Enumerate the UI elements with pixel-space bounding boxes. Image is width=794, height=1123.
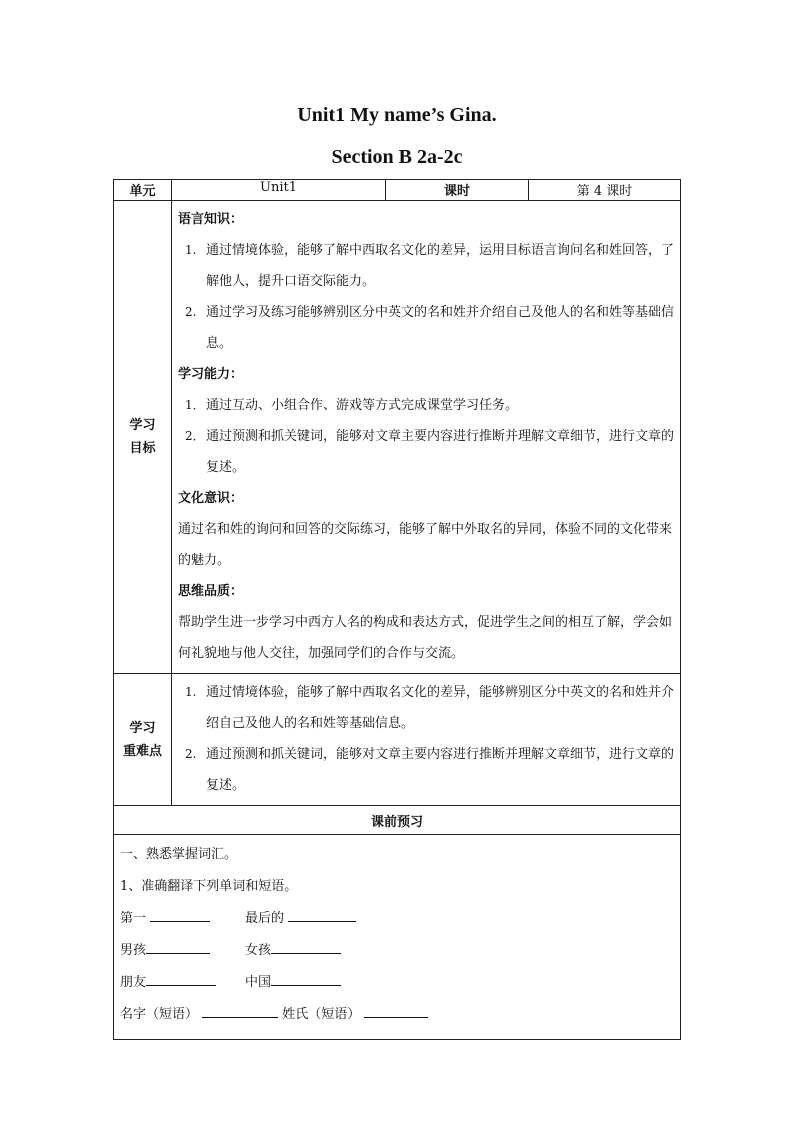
list-item: 1. 通过情境体验，能够了解中西取名文化的差异，运用目标语言询问名和姓回答，了解他人，提升口语交际能力。 bbox=[185, 243, 675, 289]
objectives-row bbox=[114, 201, 681, 674]
preview-heading: 一、熟悉掌握词汇。 bbox=[120, 847, 238, 862]
list-item: 1．通过互动、小组合作、游戏等方式完成课堂学习任务。 bbox=[185, 398, 519, 413]
list-item: 2. 通过预测和抓关键词，能够对文章主要内容进行推断并理解文章细节，进行文章的复述。 bbox=[185, 747, 675, 793]
objectives-label: 学习 目标 bbox=[114, 201, 172, 674]
key-points-label: 学习 重难点 bbox=[114, 674, 172, 806]
lesson-plan-table bbox=[113, 179, 681, 1040]
objectives-content bbox=[172, 201, 681, 674]
vocab-term: 最后的 bbox=[245, 911, 285, 926]
answer-blank[interactable] bbox=[288, 907, 356, 922]
thinking-text: 帮助学生进一步学习中西方人名的构成和表达方式，促进学生之间的相互了解，学会如何礼貌地与他人交往，加强同学们的合作与交流。 bbox=[178, 615, 673, 661]
key-points-content bbox=[172, 674, 681, 806]
vocab-term: 名字（短语） bbox=[120, 1007, 199, 1022]
vocab-term: 男孩 bbox=[120, 943, 147, 958]
answer-blank[interactable] bbox=[271, 971, 341, 986]
preview-title-row bbox=[114, 806, 681, 835]
document-title: Unit1 My name’s Gina. bbox=[297, 104, 497, 126]
document-subtitle: Section B 2a-2c bbox=[331, 146, 463, 168]
preview-instruction: 1、准确翻译下列单词和短语。 bbox=[120, 879, 298, 894]
header-row bbox=[114, 180, 681, 201]
key-points-row bbox=[114, 674, 681, 806]
answer-blank[interactable] bbox=[146, 939, 210, 954]
vocab-term: 女孩 bbox=[245, 943, 272, 958]
vocab-term: 朋友 bbox=[120, 975, 147, 990]
vocab-row bbox=[120, 999, 674, 1031]
answer-blank[interactable] bbox=[146, 971, 216, 986]
answer-blank[interactable] bbox=[364, 1003, 428, 1018]
culture-heading: 文化意识： bbox=[178, 491, 244, 506]
vocab-term: 姓氏（短语） bbox=[282, 1007, 361, 1022]
culture-text: 通过名和姓的询问和回答的交际练习，能够了解中外取名的异同，体验不同的文化带来的魅力。 bbox=[178, 522, 673, 568]
ability-heading: 学习能力： bbox=[178, 367, 244, 382]
vocab-row bbox=[120, 935, 674, 967]
answer-blank[interactable] bbox=[150, 907, 210, 922]
preview-content bbox=[114, 835, 681, 1040]
preview-row bbox=[114, 835, 681, 1040]
period-value: 第 4 课时 bbox=[529, 180, 681, 201]
preview-title: 课前预习 bbox=[114, 806, 681, 835]
vocab-term: 第一 bbox=[120, 911, 147, 926]
list-item: 2．通过预测和抓关键词，能够对文章主要内容进行推断并理解文章细节，进行文章的复述。 bbox=[185, 429, 675, 475]
list-item: 2. 通过学习及练习能够辨别区分中英文的名和姓并介绍自己及他人的名和姓等基础信息。 bbox=[185, 305, 675, 351]
unit-label: 单元 bbox=[114, 180, 172, 201]
language-heading: 语言知识： bbox=[178, 212, 244, 227]
vocab-row bbox=[120, 967, 674, 999]
list-item: 1. 通过情境体验，能够了解中西取名文化的差异，能够辨别区分中英文的名和姓并介绍自己及他人的名和姓等基础信息。 bbox=[185, 685, 675, 731]
vocab-term: 中国 bbox=[245, 975, 272, 990]
vocab-row bbox=[120, 903, 674, 935]
period-label: 课时 bbox=[386, 180, 529, 201]
unit-value: Unit1 bbox=[172, 180, 386, 201]
thinking-heading: 思维品质： bbox=[178, 584, 244, 599]
answer-blank[interactable] bbox=[271, 939, 341, 954]
answer-blank[interactable] bbox=[202, 1003, 278, 1018]
